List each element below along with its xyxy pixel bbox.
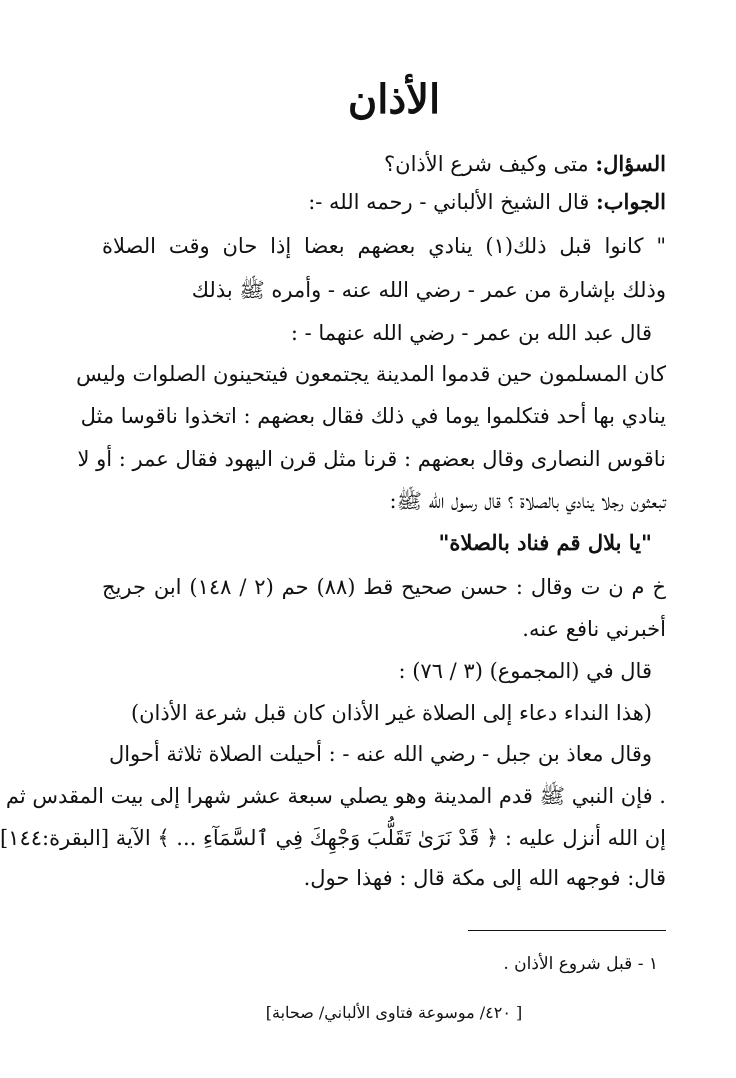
body-line: . فإن النبي ﷺ قدم المدينة وهو يصلي سبعة عشر شهرا إلى بيت المقدس ثم bbox=[5, 784, 666, 808]
body-line: كان المسلمون حين قدموا المدينة يجتمعون فيتحينون الصلوات وليس bbox=[76, 362, 666, 386]
body-line: ينادي بها أحد فتكلموا يوما في ذلك فقال بعضهم : اتخذوا ناقوسا مثل bbox=[80, 404, 666, 428]
body-line: قال عبد الله بن عمر - رضي الله عنهما - : bbox=[290, 321, 652, 345]
answer-text: قال الشيخ الألباني - رحمه الله -: bbox=[308, 190, 596, 214]
body-line: قال: فوجهه الله إلى مكة قال : فهذا حول. bbox=[303, 866, 666, 890]
question-line bbox=[102, 146, 666, 182]
page-footer: [ ٤٢٠/ موسوعة فتاوى الألباني/ صحابة] bbox=[265, 1003, 523, 1022]
body-line: أخبرني نافع عنه. bbox=[522, 617, 666, 641]
body-line: إن الله أنزل عليه : ﴿ قَدْ نَرَىٰ تَقَلُّبَ وَجْهِكَ فِي ٱلسَّمَآءِ ... ﴾ الآية [البقرة:١٤٤] bbox=[0, 826, 666, 850]
page-title: الأذان bbox=[347, 76, 441, 123]
body-line: وذلك بإشارة من عمر - رضي الله عنه - وأمره ﷺ بذلك bbox=[191, 278, 666, 302]
footnote: ١ - قبل شروع الأذان . bbox=[503, 954, 658, 974]
footnote-divider bbox=[468, 930, 666, 931]
hadith-quote: "يا بلال قم فناد بالصلاة" bbox=[438, 530, 652, 555]
question-label: السؤال: bbox=[595, 151, 666, 176]
answer-label: الجواب: bbox=[596, 189, 666, 214]
body-line: تبعثون رجلا ينادي بالصلاة ؟ قال رسول الله ﷺ: bbox=[389, 489, 666, 513]
body-line: خ م ن ت وقال : حسن صحيح قط (٨٨) حم (٢ / ١٤٨) ابن جريج bbox=[102, 575, 666, 599]
body-line: وقال معاذ بن جبل - رضي الله عنه - : أحيلت الصلاة ثلاثة أحوال bbox=[108, 742, 652, 766]
question-text: متى وكيف شرع الأذان؟ bbox=[384, 152, 596, 176]
body-line: قال في (المجموع) (٣ / ٧٦) : bbox=[398, 659, 652, 683]
quoted-passage: (هذا النداء دعاء إلى الصلاة غير الأذان كان قبل شرعة الأذان) bbox=[130, 701, 652, 725]
answer-line bbox=[102, 184, 666, 220]
body-line: " كانوا قبل ذلك(١) ينادي بعضهم بعضا إذا حان وقت الصلاة bbox=[102, 234, 666, 258]
body-line: ناقوس النصارى وقال بعضهم : قرنا مثل قرن اليهود فقال عمر : أو لا bbox=[77, 447, 666, 471]
